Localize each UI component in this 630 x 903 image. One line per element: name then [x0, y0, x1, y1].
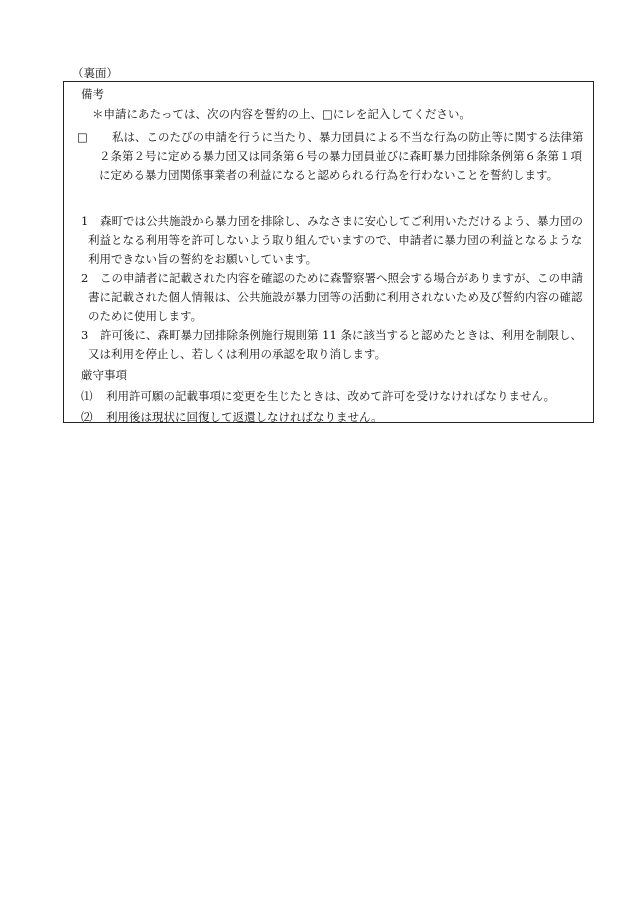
rule-number: ⑵: [81, 410, 93, 424]
rule-number: ⑴: [81, 389, 93, 403]
notes-box: [63, 81, 594, 423]
note-text: 許可後に、森町暴力団排除条例施行規則第 11 条に該当すると認めたときは、利用を制限し、又は利用を停止し、若しくは利用の承認を取り消します。: [88, 328, 582, 361]
notes-instruction: ＊申請にあたっては、次の内容を誓約の上、□にレを記入してください。: [92, 107, 471, 121]
rules-heading: 厳守事項: [81, 368, 127, 382]
note-item: [64, 269, 585, 326]
note-text: 森町では公共施設から暴力団を排除し、みなさまに安心してご利用いただけるよう、暴力団の利益となる利用等を許可しないよう取り組んでいますので、申請者に暴力団の利益となるような利用できない旨の誓約をお願いしています。: [88, 214, 583, 266]
note-item: [64, 212, 585, 269]
page-side-label: （裏面）: [72, 66, 118, 80]
note-item: [64, 326, 585, 364]
note-number: 3: [81, 328, 89, 342]
rule-text: 利用後は現状に回復して返還しなければなりません。: [106, 410, 383, 424]
pledge-checkbox[interactable]: □: [77, 130, 88, 144]
note-number: 2: [81, 271, 89, 285]
pledge-text: 私は、このたびの申請を行うに当たり、暴力団員による不当な行為の防止等に関する法律第２条第２号に定める暴力団又は同条第６号の暴力団員並びに森町暴力団排除条例第６条第１項に定める暴力団関係事業者の利益になると認められる行為を行わないことを誓約します。: [99, 130, 584, 182]
rule-text: 利用許可願の記載事項に変更を生じたときは、改めて許可を受けなければなりません。: [106, 389, 556, 403]
note-number: 1: [81, 214, 89, 228]
note-text: この申請者に記載された内容を確認のために森警察署へ照会する場合がありますが、この申請書に記載された個人情報は、公共施設が暴力団等の活動に利用されないため及び誓約内容の確認のために使用します。: [88, 271, 583, 323]
notes-heading: 備考: [81, 87, 104, 101]
